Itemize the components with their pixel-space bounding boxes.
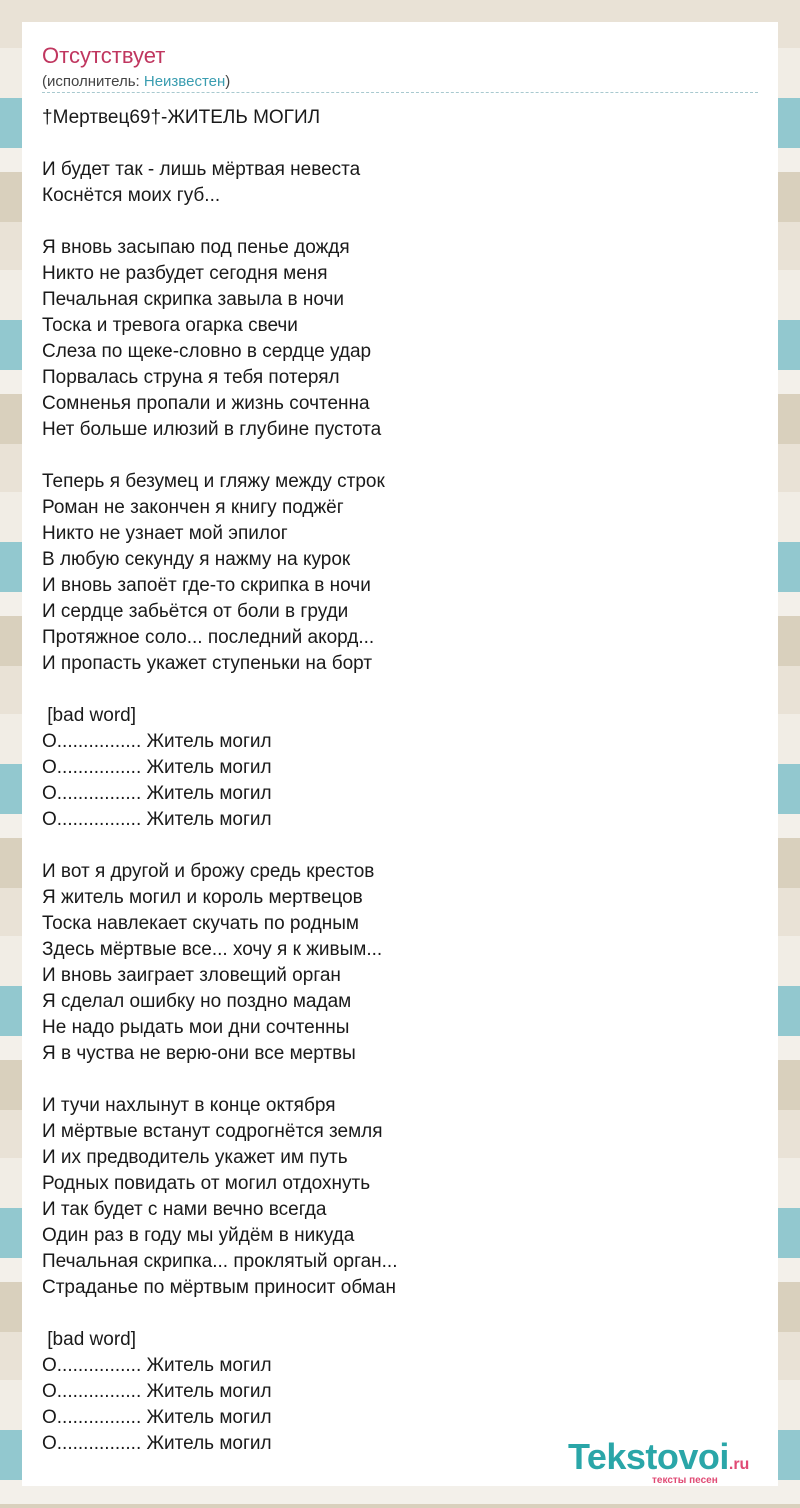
lyric-line: Слеза по щеке-словно в сердце удар	[42, 341, 372, 362]
lyric-line: †Мертвец69†-ЖИТЕЛЬ МОГИЛ	[42, 107, 321, 128]
lyric-line: Сомненья пропали и жизнь сочтенна	[42, 393, 370, 414]
lyric-line: Печальная скрипка... проклятый орган...	[42, 1251, 398, 1272]
lyric-line: [bad word]	[42, 705, 136, 726]
lyric-line: И мёртвые встанут содрогнётся земля	[42, 1121, 383, 1142]
lyric-line: О................ Житель могил	[42, 809, 272, 830]
lyric-line	[42, 443, 758, 469]
lyric-line: Протяжное соло... последний акорд...	[42, 627, 375, 648]
lyric-line: И их предводитель укажет им путь	[42, 1147, 348, 1168]
lyric-line: Не надо рыдать мои дни сочтенны	[42, 1017, 350, 1038]
lyric-line	[42, 677, 758, 703]
artist-prefix: (исполнитель:	[42, 73, 144, 90]
lyric-line: Здесь мёртвые все... хочу я к живым...	[42, 939, 383, 960]
lyric-line: О................ Житель могил	[42, 783, 272, 804]
lyric-line	[42, 833, 758, 859]
lyric-line: И вновь запоёт где-то скрипка в ночи	[42, 575, 371, 596]
lyric-line: Страданье по мёртвым приносит обман	[42, 1277, 396, 1298]
logo-main-text: Tekstovoi	[568, 1436, 729, 1477]
lyric-line: Я житель могил и король мертвецов	[42, 887, 363, 908]
lyric-line: О................ Житель могил	[42, 1407, 272, 1428]
lyric-line: О................ Житель могил	[42, 1355, 272, 1376]
lyric-line: Тоска навлекает скучать по родным	[42, 913, 359, 934]
site-logo[interactable]	[568, 1437, 778, 1487]
lyric-line: О................ Житель могил	[42, 731, 272, 752]
lyric-line: Нет больше илюзий в глубине пустота	[42, 419, 382, 440]
lyric-line: Тоска и тревога огарка свечи	[42, 315, 298, 336]
lyric-line: О................ Житель могил	[42, 1381, 272, 1402]
lyric-line: Коснётся моих губ...	[42, 185, 221, 206]
lyric-line: В любую секунду я нажму на курок	[42, 549, 351, 570]
lyric-line: И тучи нахлынут в конце октября	[42, 1095, 336, 1116]
lyric-line: И сердце забьётся от боли в груди	[42, 601, 349, 622]
lyric-line: Один раз в году мы уйдём в никуда	[42, 1225, 355, 1246]
lyric-line	[42, 209, 758, 235]
lyric-line: О................ Житель могил	[42, 1433, 272, 1454]
lyric-line: Родных повидать от могил отдохнуть	[42, 1173, 371, 1194]
logo-tagline: тексты песен	[652, 1475, 718, 1486]
artist-link[interactable]: Неизвестен	[143, 73, 226, 90]
lyric-line: Порвалась струна я тебя потерял	[42, 367, 340, 388]
lyric-line: Я в чуства не верю-они все мертвы	[42, 1043, 356, 1064]
artist-suffix: )	[225, 73, 231, 90]
lyrics-card	[22, 22, 778, 1486]
dashed-divider	[42, 92, 758, 93]
lyric-line: Роман не закончен я книгу поджёг	[42, 497, 344, 518]
lyric-line: Теперь я безумец и гляжу между строк	[42, 471, 385, 492]
lyric-line: Я вновь засыпаю под пенье дождя	[42, 237, 350, 258]
lyric-line: [bad word]	[42, 1329, 136, 1350]
lyric-line: Никто не разбудет сегодня меня	[42, 263, 328, 284]
logo-tld: .ru	[728, 1456, 750, 1473]
lyric-line: О................ Житель могил	[42, 757, 272, 778]
lyric-line: Печальная скрипка завыла в ночи	[42, 289, 345, 310]
lyric-line: И пропасть укажет ступеньки на борт	[42, 653, 373, 674]
lyric-line	[42, 131, 758, 157]
lyric-line: И будет так - лишь мёртвая невеста	[42, 159, 361, 180]
lyric-line	[42, 1301, 758, 1327]
lyric-line: И вновь заиграет зловещий орган	[42, 965, 341, 986]
lyrics-text	[42, 105, 758, 1457]
song-title: Отсутствует	[42, 43, 166, 68]
artist-line	[42, 72, 230, 92]
lyric-line: Я сделал ошибку но поздно мадам	[42, 991, 352, 1012]
lyric-line: И так будет с нами вечно всегда	[42, 1199, 327, 1220]
lyric-line	[42, 1067, 758, 1093]
lyric-line: Никто не узнает мой эпилог	[42, 523, 288, 544]
lyric-line: И вот я другой и брожу средь крестов	[42, 861, 375, 882]
